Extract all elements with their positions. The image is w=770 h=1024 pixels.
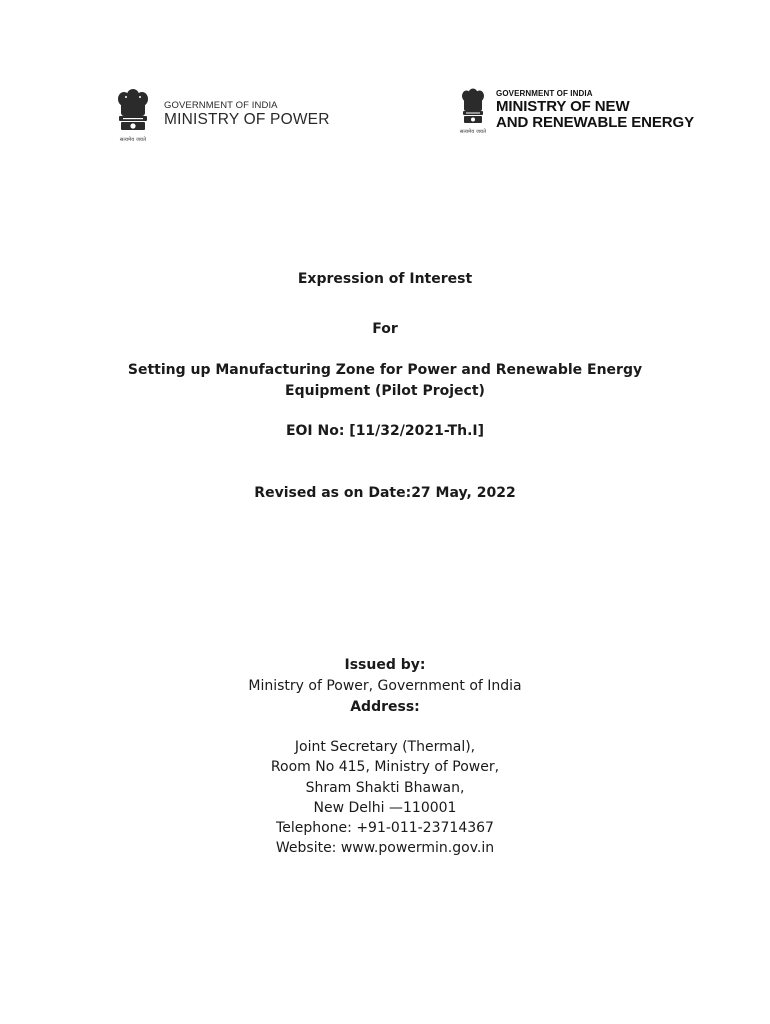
right-logo-ministry-line1: MINISTRY OF NEW bbox=[496, 98, 630, 115]
subject-line-1: Setting up Manufacturing Zone for Power and Renewable Energy bbox=[127, 362, 643, 378]
issued-by-heading: Issued by: bbox=[344, 657, 426, 673]
left-logo-government-label: GOVERNMENT OF INDIA bbox=[164, 99, 278, 111]
national-emblem-icon bbox=[458, 86, 488, 134]
document-title: Expression of Interest bbox=[297, 271, 473, 287]
telephone-line: Telephone: +91-011-23714367 bbox=[276, 820, 494, 837]
national-emblem-icon bbox=[112, 86, 154, 142]
emblem-motto: सत्यमेव जयते bbox=[459, 129, 487, 135]
address-block bbox=[0, 737, 770, 859]
address-line: Shram Shakti Bhawan, bbox=[305, 779, 465, 796]
address-line: Joint Secretary (Thermal), bbox=[294, 739, 476, 755]
address-heading: Address: bbox=[350, 699, 420, 715]
for-label: For bbox=[372, 321, 398, 337]
ministry-of-power-logo bbox=[112, 86, 330, 142]
right-logo-ministry-line2: AND RENEWABLE ENERGY bbox=[496, 114, 695, 131]
address-line: Room No 415, Ministry of Power, bbox=[270, 759, 500, 776]
eoi-number: EOI No: [11/32/2021-Th.I] bbox=[285, 423, 485, 439]
mnre-logo bbox=[458, 86, 694, 134]
issuer-name: Ministry of Power, Government of India bbox=[248, 678, 522, 694]
address-line: New Delhi —110001 bbox=[313, 799, 457, 816]
revised-date: Revised as on Date:27 May, 2022 bbox=[254, 485, 516, 501]
subject-line-2: Equipment (Pilot Project) bbox=[285, 383, 485, 399]
right-logo-government-label: GOVERNMENT OF INDIA bbox=[496, 89, 593, 98]
left-logo-ministry-label: MINISTRY OF POWER bbox=[164, 110, 330, 128]
emblem-motto: सत्यमेव जयते bbox=[119, 137, 147, 143]
website-line: Website: www.powermin.gov.in bbox=[275, 840, 495, 857]
document-subject bbox=[0, 360, 770, 402]
